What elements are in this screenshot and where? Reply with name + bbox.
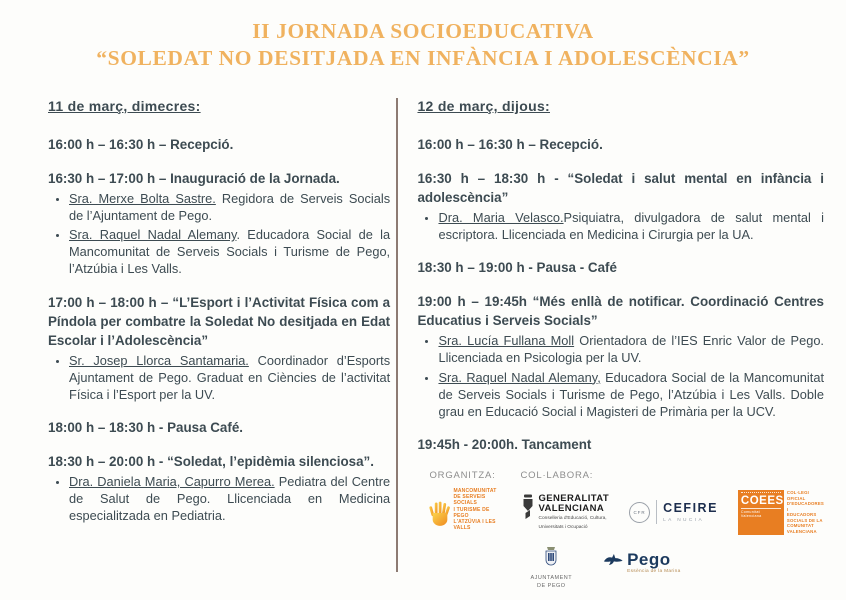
flyer-header	[0, 18, 846, 72]
mancomunitat-line: DE SERVEIS SOCIALS	[453, 494, 486, 507]
pego-tagline: Essència de la Marina	[627, 568, 681, 574]
coees-side-line: EDUCADORS	[786, 512, 817, 518]
hand-icon	[429, 500, 451, 532]
bird-icon	[602, 553, 624, 571]
generalitat-valenciana-logo	[521, 494, 610, 531]
logos-section	[417, 470, 824, 590]
speaker-desc: . Educadora Social de la Mancomunitat de Serveis Socials i Turisme de Pego, l’Atzúbia i Les Valls.	[69, 227, 391, 277]
speaker-list	[48, 352, 390, 403]
pego-logo	[602, 551, 681, 574]
speaker-item	[69, 352, 390, 403]
ajuntament-text	[531, 574, 573, 590]
speaker-item	[69, 190, 390, 224]
cefire-name: CEFIRE	[663, 501, 718, 516]
crest-icon	[542, 547, 560, 574]
gva-coat-of-arms-icon	[521, 494, 535, 525]
coees-logo	[738, 490, 824, 535]
collabora-block	[521, 470, 824, 590]
speaker-desc: Pediatra del Centre de Salut de Pego. Llicenciada en Medicina especialitzada en Pediatria.	[69, 474, 391, 524]
cefire-text	[663, 502, 718, 523]
speaker-name: Dra. Daniela Maria, Capurro Merea.	[69, 474, 275, 490]
session-heading: 19:00 h – 19:45h “Més enllà de notificar. Coordinació Centres Educatius i Serveis Socials”	[417, 294, 824, 329]
cefire-circle-icon	[629, 502, 650, 523]
session-inauguracio	[48, 169, 390, 278]
gva-name-line: VALENCIANA	[538, 503, 605, 515]
session-coordinacio	[417, 292, 824, 420]
speaker-name: Sr. Josep Llorca Santamaria.	[69, 352, 249, 368]
coees-side-line: VALENCIANA	[786, 529, 817, 534]
event-title-line1: II JORNADA SOCIOEDUCATIVA	[252, 19, 594, 43]
speaker-item	[438, 369, 824, 420]
speaker-name: Sra. Raquel Nadal Alemany	[69, 227, 237, 243]
coees-side-line: SOCIALS DE LA	[786, 517, 823, 523]
mancomunitat-line: MANCOMUNITAT	[453, 487, 497, 494]
speaker-item	[438, 209, 824, 243]
coees-side-line: COMUNITAT	[786, 523, 814, 529]
collabora-logos-row2	[521, 547, 824, 590]
session-pausa-thu	[417, 258, 824, 277]
session-heading: 16:00 h – 16:30 h – Recepció.	[48, 136, 234, 152]
speaker-name: Sra. Lucía Fullana Moll	[438, 333, 575, 349]
ajuntament-pego-logo	[531, 547, 573, 590]
speaker-list	[48, 190, 390, 278]
session-heading: 18:30 h – 19:00 h - Pausa - Café	[417, 260, 617, 276]
speaker-item	[69, 473, 390, 524]
session-epidemia	[48, 452, 390, 524]
session-tancament	[417, 435, 824, 454]
mancomunitat-line: I TURISME DE PEGO	[453, 506, 490, 519]
session-heading: 16:00 h – 16:30 h – Recepció.	[417, 136, 603, 152]
ajuntament-line: DE PEGO	[537, 582, 566, 589]
left-column-wednesday	[48, 98, 390, 598]
session-heading: 18:00 h – 18:30 h - Pausa Café.	[48, 420, 244, 436]
cefire-abbr: CFR	[633, 509, 646, 515]
gva-sub-line: Conselleria d'Educació, Cultura,	[538, 516, 607, 522]
coees-name: COEES	[740, 494, 784, 507]
cefire-divider	[656, 500, 657, 524]
right-column-thursday	[398, 98, 824, 598]
speaker-desc: Regidora de Serveis Socials de l’Ajuntament de Pego.	[69, 190, 391, 223]
session-pausa-wed	[48, 418, 390, 437]
pego-name: Pego	[627, 549, 671, 569]
session-heading: 16:30 h – 18:30 h - “Soledat i salut mental en infància i adolescència”	[417, 170, 824, 205]
pego-text	[627, 551, 681, 574]
coees-topbar	[741, 492, 781, 494]
organitza-label: ORGANITZA:	[429, 469, 496, 481]
gva-text	[539, 494, 610, 531]
speaker-desc: Coordinador d’Esports Ajuntament de Pego. Graduat en Ciències de l’activitat Física i l’Esport per la UV.	[69, 352, 391, 402]
session-recepcio-wed	[48, 135, 390, 154]
collabora-label: COL·LABORA:	[520, 469, 594, 481]
session-heading: 17:00 h – 18:00 h – “L’Esport i l’Activitat Física com a Píndola per combatre la Soledat No desitjada en Edat Escolar i l’Adolescència”	[48, 294, 391, 348]
day-heading-wednesday: 11 de març, dimecres:	[48, 97, 201, 114]
speaker-name: Dra. Maria Velasco.	[438, 209, 564, 225]
event-title-line2: “SOLEDAT NO DESITJADA EN INFÀNCIA I ADOLESCÈNCIA”	[96, 45, 750, 70]
cefire-subtitle: LA NUCIA	[663, 517, 705, 523]
speaker-desc: Psiquiatra, divulgadora de salut mental i escriptora. Llicenciada en Medicina i Cirurgia per la UA.	[438, 209, 824, 242]
coees-side-line: D'EDUCADORES I	[786, 501, 824, 512]
session-heading: 18:30 h – 20:00 h - “Soledat, l’epidèmia silenciosa”.	[48, 454, 374, 470]
speaker-list	[417, 332, 824, 420]
coees-side-text	[787, 490, 824, 535]
coees-box	[738, 490, 784, 535]
speaker-name: Sra. Raquel Nadal Alemany,	[438, 369, 601, 385]
coees-subtitle: Comunitat Valenciana	[741, 508, 781, 518]
session-recepcio-thu	[417, 135, 824, 154]
day-heading-thursday: 12 de març, dijous:	[417, 97, 550, 114]
session-esport	[48, 293, 390, 404]
session-heading: 16:30 h – 17:00 h – Inauguració de la Jornada.	[48, 170, 340, 186]
collabora-logos-row	[521, 490, 824, 535]
cefire-logo	[629, 500, 718, 524]
session-salut-mental	[417, 169, 824, 243]
speaker-name: Sra. Merxe Bolta Sastre.	[69, 190, 216, 206]
gva-sub-line: Universitats i Ocupació	[538, 524, 588, 530]
schedule-columns	[0, 98, 846, 598]
speaker-list	[417, 209, 824, 243]
speaker-list	[48, 473, 390, 524]
mancomunitat-logo	[429, 488, 496, 532]
coees-side-line: COL·LEGI OFICIAL	[786, 489, 810, 501]
mancomunitat-text	[453, 488, 496, 532]
mancomunitat-line: L'ATZÚVIA I LES VALLS	[453, 519, 496, 532]
organitza-block	[429, 470, 496, 590]
speaker-desc: Educadora Social de la Mancomunitat de Serveis Socials i Turisme de Pego, l’Atzúbia i Les Valls. Doble grau en Educació Social i Magisteri de Primària per la UCV.	[438, 369, 824, 419]
speaker-desc: Orientadora de l’IES Enric Valor de Pego. Llicenciada en Psicologia per la UV.	[438, 333, 824, 366]
ajuntament-line: AJUNTAMENT	[530, 574, 573, 581]
speaker-item	[438, 332, 824, 366]
speaker-item	[69, 226, 390, 277]
gva-name-line: GENERALITAT	[538, 492, 610, 504]
session-heading: 19:45h - 20:00h. Tancament	[417, 436, 592, 452]
